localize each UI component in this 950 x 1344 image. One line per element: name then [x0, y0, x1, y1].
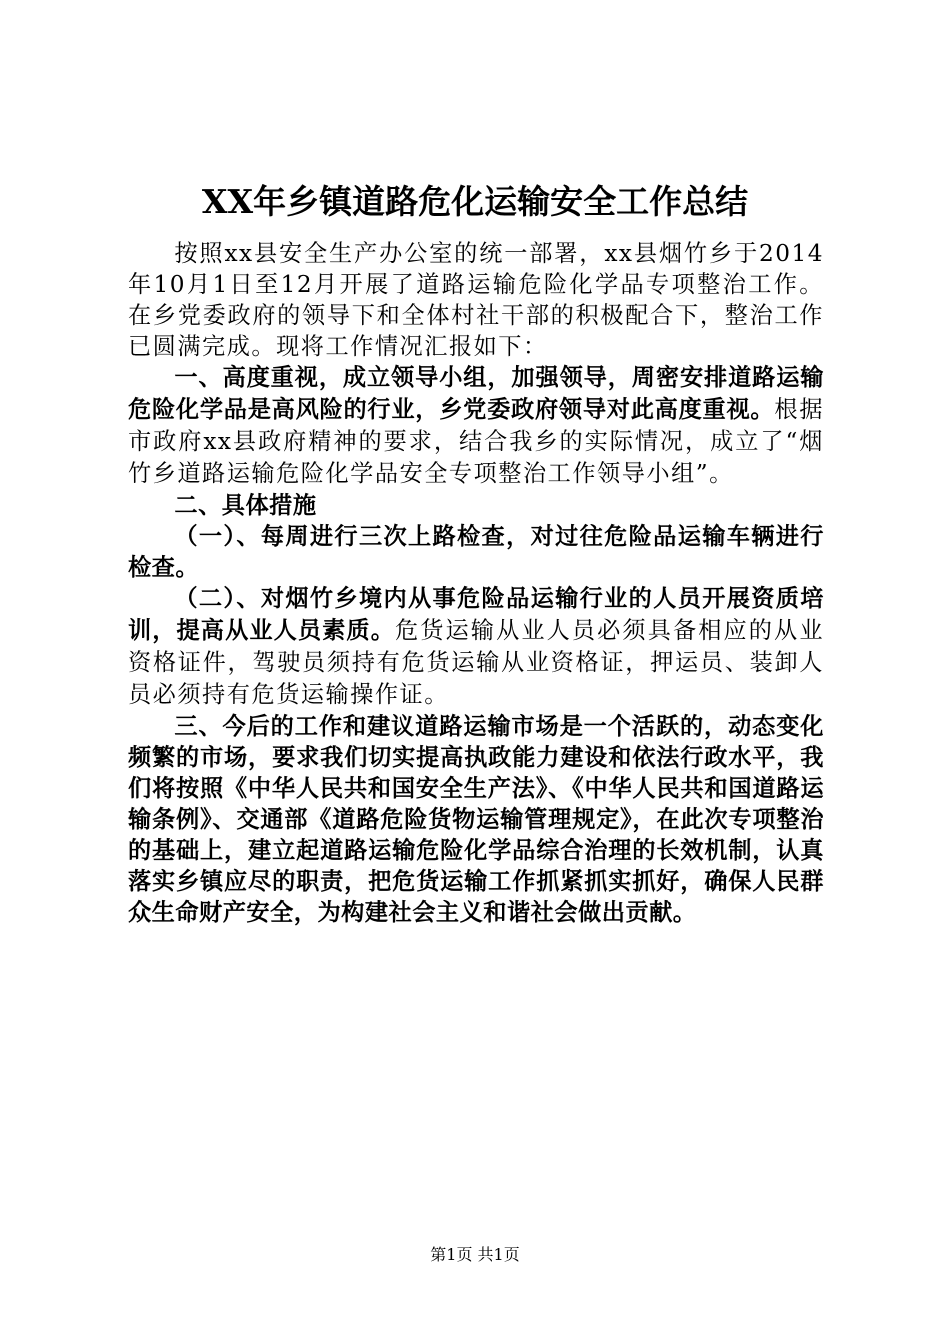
measure-one-paragraph: （一）、每周进行三次上路检查，对过往危险品运输车辆进行检查。 [128, 523, 824, 581]
section-two-heading: 二、具体措施 [174, 492, 317, 519]
measure-two-paragraph [128, 583, 824, 711]
document-body [128, 238, 824, 928]
document-title: XX年乡镇道路危化运输安全工作总结 [201, 182, 749, 221]
section-one-paragraph [128, 362, 824, 490]
section-three-paragraph: 三、今后的工作和建议道路运输市场是一个活跃的，动态变化频繁的市场，要求我们切实提高执政能力建设和依法行政水平，我们将按照《中华人民共和国安全生产法》、《中华人民共和国道路运输条例》、交通部《道路危险货物运输管理规定》，在此次专项整治的基础上，建立起道路运输危险化学品综合治理的长效机制，认真落实乡镇应尽的职责，把危货运输工作抓紧抓实抓好，确保人民群众生命财产安全，为构建社会主义和谐社会做出贡献。 [128, 713, 824, 926]
page-number-footer: 第1页 共1页 [430, 1245, 520, 1264]
section-one-heading: 一、高度重视，成立领导小组，加强领导，周密安排道路运输危险化学品是高风险的行业，乡党委政府领导对此高度重视。 [128, 364, 824, 423]
measure-two-heading: （二）、对烟竹乡境内从事危险品运输行业的人员开展资质培训，提高从业人员素质。 [128, 585, 824, 644]
section-one-text: 根据市政府xx县政府精神的要求，结合我乡的实际情况，成立了“烟竹乡道路运输危险化学品安全专项整治工作领导小组”。 [128, 396, 825, 487]
measure-two-text: 危货运输从业人员必须具备相应的从业资格证件，驾驶员须持有危货运输从业资格证，押运员、装卸人员必须持有危货运输操作证。 [128, 617, 825, 708]
intro-paragraph: 按照xx县安全生产办公室的统一部署，xx县烟竹乡于2014年10月1日至12月开展了道路运输危险化学品专项整治工作。在乡党委政府的领导下和全体村社干部的积极配合下，整治工作已圆满完成。现将工作情况汇报如下： [128, 240, 824, 360]
